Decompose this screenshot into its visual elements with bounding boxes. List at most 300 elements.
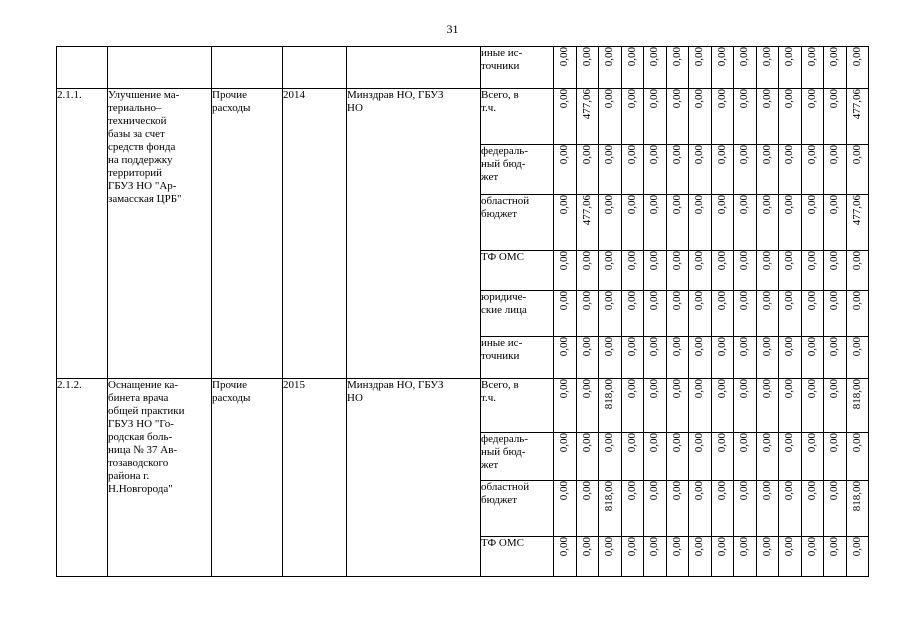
value-text: 0,00	[558, 433, 571, 453]
expense-type: Прочие расходы	[212, 89, 283, 379]
value-cell	[846, 481, 869, 537]
value-text: 0,00	[693, 537, 706, 557]
value-cell	[621, 337, 644, 379]
value-cell	[801, 145, 824, 195]
value-text: 0,00	[580, 537, 593, 557]
value-text: 0,00	[558, 337, 571, 357]
value-cell	[554, 145, 577, 195]
value-text: 0,00	[693, 195, 706, 215]
value-text: 0,00	[760, 145, 773, 165]
value-cell	[621, 481, 644, 537]
value-cell	[621, 433, 644, 481]
value-text: 0,00	[783, 337, 796, 357]
value-cell	[554, 251, 577, 291]
funding-source: иные ис- точники	[481, 47, 554, 89]
value-text: 0,00	[738, 337, 751, 357]
value-cell	[734, 537, 757, 577]
value-cell	[621, 89, 644, 145]
value-cell	[711, 291, 734, 337]
table-row	[57, 89, 869, 145]
value-cell	[801, 291, 824, 337]
value-text: 818,00	[850, 481, 863, 512]
value-cell	[801, 47, 824, 89]
value-text: 0,00	[738, 433, 751, 453]
value-text: 0,00	[580, 47, 593, 67]
value-text: 0,00	[715, 47, 728, 67]
funding-source: областной бюджет	[481, 481, 554, 537]
value-cell	[644, 47, 667, 89]
value-text: 0,00	[738, 195, 751, 215]
value-cell	[779, 145, 802, 195]
value-cell	[734, 195, 757, 251]
value-cell	[689, 433, 712, 481]
value-text: 0,00	[670, 195, 683, 215]
value-cell	[756, 433, 779, 481]
responsible-org: Минздрав НО, ГБУЗ НО	[347, 379, 481, 577]
value-text: 0,00	[715, 251, 728, 271]
value-cell	[599, 433, 622, 481]
value-text: 0,00	[558, 379, 571, 399]
value-text: 0,00	[648, 47, 661, 67]
value-text: 477,06	[850, 195, 863, 226]
value-text: 0,00	[828, 481, 841, 501]
funding-source: ТФ ОМС	[481, 537, 554, 577]
value-text: 477,06	[580, 195, 593, 226]
value-text: 0,00	[603, 195, 616, 215]
funding-source: федераль- ный бюд- жет	[481, 433, 554, 481]
value-text: 0,00	[738, 481, 751, 501]
value-cell	[756, 379, 779, 433]
value-cell	[711, 379, 734, 433]
value-cell	[801, 195, 824, 251]
value-cell	[599, 379, 622, 433]
value-cell	[824, 337, 847, 379]
value-cell	[756, 251, 779, 291]
value-text: 0,00	[625, 145, 638, 165]
value-text: 0,00	[625, 337, 638, 357]
value-cell	[644, 481, 667, 537]
value-cell	[711, 251, 734, 291]
value-cell	[621, 291, 644, 337]
budget-table	[56, 46, 869, 577]
expense-type: Прочие расходы	[212, 379, 283, 577]
value-cell	[756, 47, 779, 89]
value-text: 0,00	[580, 145, 593, 165]
item-year: 2015	[283, 379, 347, 577]
value-text: 0,00	[603, 433, 616, 453]
value-cell	[621, 47, 644, 89]
value-cell	[576, 291, 599, 337]
funding-source: ТФ ОМС	[481, 251, 554, 291]
value-cell	[801, 89, 824, 145]
funding-source: областной бюджет	[481, 195, 554, 251]
value-text: 0,00	[603, 337, 616, 357]
value-cell	[801, 481, 824, 537]
value-text: 0,00	[648, 195, 661, 215]
value-text: 0,00	[648, 145, 661, 165]
value-cell	[599, 47, 622, 89]
value-cell	[554, 291, 577, 337]
value-cell	[644, 433, 667, 481]
value-text: 0,00	[805, 47, 818, 67]
value-text: 0,00	[693, 337, 706, 357]
value-text: 0,00	[805, 89, 818, 109]
value-cell	[621, 537, 644, 577]
item-name: Улучшение ма- териально– технической базы за счет средств фонда на поддержку территорий ГБУЗ НО "Ар- замасская ЦРБ"	[108, 89, 212, 379]
value-text: 0,00	[850, 537, 863, 557]
value-text: 0,00	[715, 89, 728, 109]
empty-cell	[283, 47, 347, 89]
value-text: 0,00	[603, 537, 616, 557]
value-text: 0,00	[850, 47, 863, 67]
value-text: 0,00	[715, 481, 728, 501]
value-text: 0,00	[828, 291, 841, 311]
value-cell	[554, 195, 577, 251]
value-text: 818,00	[603, 481, 616, 512]
value-text: 0,00	[828, 47, 841, 67]
value-cell	[734, 379, 757, 433]
value-cell	[621, 145, 644, 195]
value-text: 0,00	[715, 433, 728, 453]
value-text: 0,00	[670, 145, 683, 165]
value-cell	[666, 291, 689, 337]
value-cell	[689, 47, 712, 89]
value-text: 0,00	[715, 145, 728, 165]
value-text: 0,00	[760, 291, 773, 311]
value-text: 0,00	[648, 537, 661, 557]
value-text: 0,00	[648, 379, 661, 399]
value-text: 0,00	[648, 337, 661, 357]
value-cell	[846, 379, 869, 433]
value-text: 477,06	[850, 89, 863, 120]
value-cell	[666, 195, 689, 251]
value-text: 0,00	[693, 433, 706, 453]
empty-cell	[57, 47, 108, 89]
value-text: 0,00	[850, 337, 863, 357]
value-text: 0,00	[625, 481, 638, 501]
value-cell	[801, 433, 824, 481]
value-cell	[801, 537, 824, 577]
value-text: 0,00	[783, 47, 796, 67]
value-text: 0,00	[783, 251, 796, 271]
value-cell	[779, 251, 802, 291]
value-text: 0,00	[625, 47, 638, 67]
value-text: 0,00	[828, 251, 841, 271]
value-text: 0,00	[738, 537, 751, 557]
value-text: 0,00	[738, 251, 751, 271]
value-cell	[576, 433, 599, 481]
value-text: 0,00	[625, 433, 638, 453]
value-text: 0,00	[558, 47, 571, 67]
value-text: 0,00	[828, 537, 841, 557]
value-text: 0,00	[558, 251, 571, 271]
value-text: 0,00	[603, 251, 616, 271]
value-cell	[756, 89, 779, 145]
value-text: 0,00	[603, 291, 616, 311]
value-text: 0,00	[670, 481, 683, 501]
value-text: 0,00	[715, 537, 728, 557]
value-cell	[576, 89, 599, 145]
value-text: 0,00	[580, 337, 593, 357]
value-text: 0,00	[558, 481, 571, 501]
value-text: 0,00	[670, 47, 683, 67]
value-cell	[644, 337, 667, 379]
value-cell	[576, 195, 599, 251]
value-cell	[824, 251, 847, 291]
value-cell	[756, 145, 779, 195]
value-cell	[689, 337, 712, 379]
value-text: 0,00	[850, 251, 863, 271]
value-text: 0,00	[805, 195, 818, 215]
value-cell	[756, 195, 779, 251]
value-text: 0,00	[805, 537, 818, 557]
value-text: 0,00	[783, 145, 796, 165]
value-cell	[666, 251, 689, 291]
value-text: 0,00	[670, 251, 683, 271]
value-cell	[801, 337, 824, 379]
value-text: 0,00	[805, 291, 818, 311]
value-cell	[599, 337, 622, 379]
value-cell	[689, 145, 712, 195]
value-text: 0,00	[648, 291, 661, 311]
value-text: 0,00	[558, 89, 571, 109]
value-text: 0,00	[738, 145, 751, 165]
value-text: 0,00	[670, 379, 683, 399]
value-text: 0,00	[828, 379, 841, 399]
value-cell	[576, 379, 599, 433]
value-cell	[576, 481, 599, 537]
value-text: 0,00	[625, 195, 638, 215]
value-text: 0,00	[805, 379, 818, 399]
value-cell	[644, 195, 667, 251]
page-number: 31	[446, 22, 459, 36]
value-text: 0,00	[580, 379, 593, 399]
value-cell	[846, 537, 869, 577]
value-cell	[576, 537, 599, 577]
value-text: 0,00	[828, 195, 841, 215]
value-text: 0,00	[828, 145, 841, 165]
value-text: 818,00	[603, 379, 616, 410]
value-text: 0,00	[693, 145, 706, 165]
value-text: 0,00	[715, 337, 728, 357]
value-cell	[599, 145, 622, 195]
value-text: 0,00	[760, 433, 773, 453]
value-text: 0,00	[558, 291, 571, 311]
value-cell	[824, 481, 847, 537]
value-text: 0,00	[760, 379, 773, 399]
value-text: 0,00	[693, 481, 706, 501]
value-cell	[666, 379, 689, 433]
value-text: 0,00	[693, 291, 706, 311]
value-text: 0,00	[648, 89, 661, 109]
value-cell	[734, 145, 757, 195]
value-cell	[554, 481, 577, 537]
value-text: 0,00	[850, 291, 863, 311]
value-text: 0,00	[783, 537, 796, 557]
value-cell	[599, 481, 622, 537]
value-cell	[824, 89, 847, 145]
value-text: 0,00	[580, 251, 593, 271]
value-cell	[824, 379, 847, 433]
value-cell	[689, 291, 712, 337]
value-text: 0,00	[693, 89, 706, 109]
value-cell	[846, 145, 869, 195]
value-cell	[734, 89, 757, 145]
value-text: 0,00	[693, 47, 706, 67]
value-cell	[711, 433, 734, 481]
empty-cell	[347, 47, 481, 89]
value-text: 0,00	[670, 337, 683, 357]
value-cell	[824, 537, 847, 577]
value-text: 0,00	[670, 433, 683, 453]
value-text: 0,00	[580, 291, 593, 311]
value-cell	[644, 537, 667, 577]
value-cell	[779, 47, 802, 89]
value-text: 0,00	[648, 433, 661, 453]
value-text: 0,00	[625, 251, 638, 271]
item-year: 2014	[283, 89, 347, 379]
value-cell	[711, 47, 734, 89]
value-cell	[644, 251, 667, 291]
empty-cell	[212, 47, 283, 89]
value-cell	[824, 145, 847, 195]
funding-source: Всего, в т.ч.	[481, 89, 554, 145]
value-cell	[779, 379, 802, 433]
value-text: 0,00	[715, 291, 728, 311]
value-cell	[779, 195, 802, 251]
table-row	[57, 47, 869, 89]
value-cell	[846, 195, 869, 251]
value-text: 0,00	[760, 337, 773, 357]
responsible-org: Минздрав НО, ГБУЗ НО	[347, 89, 481, 379]
value-cell	[824, 291, 847, 337]
value-cell	[779, 337, 802, 379]
value-text: 0,00	[850, 145, 863, 165]
value-cell	[779, 537, 802, 577]
value-cell	[599, 291, 622, 337]
value-text: 0,00	[805, 251, 818, 271]
value-cell	[554, 433, 577, 481]
value-cell	[666, 47, 689, 89]
value-cell	[756, 481, 779, 537]
value-text: 0,00	[760, 537, 773, 557]
value-text: 0,00	[580, 481, 593, 501]
value-text: 0,00	[783, 291, 796, 311]
value-text: 0,00	[625, 537, 638, 557]
value-text: 0,00	[648, 251, 661, 271]
value-cell	[644, 379, 667, 433]
value-cell	[846, 291, 869, 337]
value-text: 0,00	[828, 337, 841, 357]
funding-source: иные ис- точники	[481, 337, 554, 379]
value-cell	[756, 537, 779, 577]
value-cell	[711, 481, 734, 537]
value-cell	[554, 47, 577, 89]
value-cell	[846, 337, 869, 379]
value-cell	[689, 89, 712, 145]
value-cell	[666, 89, 689, 145]
value-cell	[689, 537, 712, 577]
value-text: 0,00	[715, 379, 728, 399]
value-text: 0,00	[625, 379, 638, 399]
table-row	[57, 379, 869, 433]
value-cell	[711, 195, 734, 251]
value-text: 0,00	[558, 145, 571, 165]
value-cell	[734, 481, 757, 537]
value-cell	[621, 379, 644, 433]
value-text: 0,00	[783, 379, 796, 399]
funding-source: Всего, в т.ч.	[481, 379, 554, 433]
funding-source: юридиче- ские лица	[481, 291, 554, 337]
value-cell	[599, 537, 622, 577]
value-cell	[554, 89, 577, 145]
value-cell	[734, 433, 757, 481]
value-cell	[599, 251, 622, 291]
value-text: 0,00	[715, 195, 728, 215]
value-cell	[576, 251, 599, 291]
value-text: 0,00	[625, 291, 638, 311]
value-text: 0,00	[580, 433, 593, 453]
value-cell	[666, 145, 689, 195]
value-cell	[711, 537, 734, 577]
value-cell	[666, 537, 689, 577]
value-cell	[599, 89, 622, 145]
value-text: 0,00	[670, 89, 683, 109]
value-cell	[576, 47, 599, 89]
value-cell	[666, 337, 689, 379]
value-text: 0,00	[558, 537, 571, 557]
value-text: 0,00	[805, 433, 818, 453]
value-text: 0,00	[760, 47, 773, 67]
value-text: 0,00	[760, 89, 773, 109]
value-cell	[801, 251, 824, 291]
value-cell	[689, 481, 712, 537]
value-text: 0,00	[805, 337, 818, 357]
value-cell	[554, 379, 577, 433]
value-cell	[801, 379, 824, 433]
value-text: 0,00	[670, 537, 683, 557]
value-cell	[846, 89, 869, 145]
value-text: 0,00	[738, 89, 751, 109]
value-text: 0,00	[625, 89, 638, 109]
value-cell	[846, 251, 869, 291]
value-cell	[576, 337, 599, 379]
value-text: 477,06	[580, 89, 593, 120]
value-cell	[846, 433, 869, 481]
value-cell	[734, 251, 757, 291]
item-number: 2.1.2.	[57, 379, 108, 577]
value-cell	[824, 47, 847, 89]
value-cell	[711, 145, 734, 195]
value-cell	[846, 47, 869, 89]
item-number: 2.1.1.	[57, 89, 108, 379]
value-text: 0,00	[783, 433, 796, 453]
value-cell	[824, 433, 847, 481]
value-cell	[644, 291, 667, 337]
value-text: 0,00	[760, 481, 773, 501]
value-text: 0,00	[603, 89, 616, 109]
value-text: 0,00	[760, 251, 773, 271]
value-cell	[576, 145, 599, 195]
value-cell	[689, 195, 712, 251]
value-text: 0,00	[850, 433, 863, 453]
value-cell	[756, 291, 779, 337]
value-cell	[689, 251, 712, 291]
value-text: 0,00	[805, 481, 818, 501]
value-text: 0,00	[828, 89, 841, 109]
value-cell	[554, 537, 577, 577]
value-cell	[734, 47, 757, 89]
